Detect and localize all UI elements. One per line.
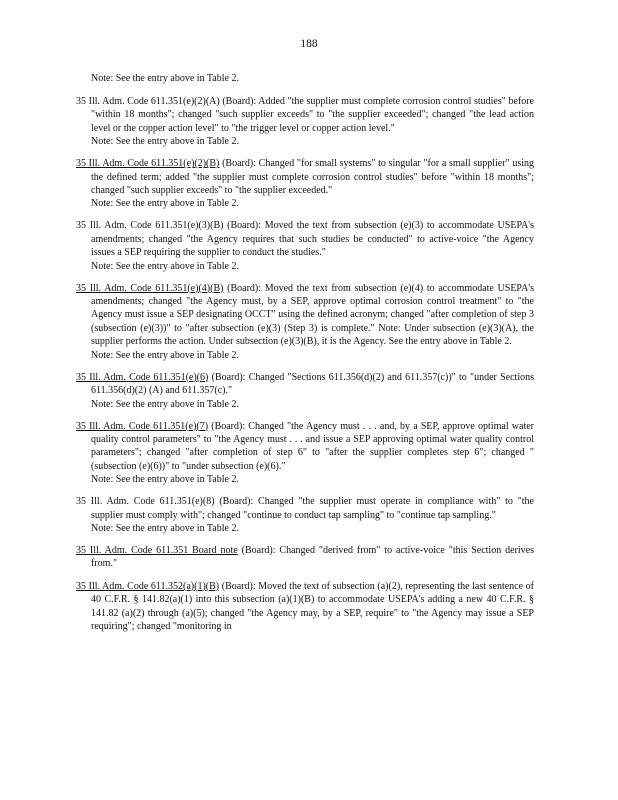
amendment-entry: [0, 580, 618, 634]
entry-text: [76, 157, 534, 197]
amendment-entry: [0, 219, 618, 272]
entry-citation: 35 Ill. Adm. Code 611.351 Board note: [76, 544, 238, 556]
entry-description: (Board): Changed "for small systems" to singular "for a small supplier" using the defined term; added "the supplier must complete corrosion control studies" before "within 18 months"; changed "such supplier exceeds" to "the supplier exceeded.": [91, 158, 534, 197]
entry-list: [0, 95, 618, 633]
entry-note: Note: See the entry above in Table 2.: [91, 398, 239, 410]
entry-text: [76, 580, 534, 634]
entry-description: (Board): Moved the text from subsection (e)(4) to accommodate USEPA's amendments; changed "the Agency must, by a SEP, approve optimal corrosion control treatment" to "the Agency must issue a SEP designating OCCT" using the defined acronym; changed "after completion of step 3 (subsection (e)(3))" to "after subsection (e)(3) (Step 3) is complete." Note: Under subsection (e)(3)(A), the supplier performs the action. Under subsection (e)(3)(B), it is the Agency. See the entry above in Table 2.: [91, 282, 534, 348]
amendment-entry: [0, 157, 618, 210]
entry-note: Note: See the entry above in Table 2.: [91, 136, 239, 148]
entry-description: (Board): Changed "the Agency must . . . and, by a SEP, approve optimal water quality control parameters" to "the Agency must . . . and issue a SEP approving optimal water quality control parameters"; changed "after completion of step 6" to "after the supplier completes step 6"; changed "(subsection (e)(6))" to "under subsection (e)(6).": [91, 420, 534, 472]
entry-description: 35 Ill. Adm. Code 611.351(e)(2)(A) (Board): Added "the supplier must complete corrosion control studies" before "within 18 months"; changed "such supplier exceeds" to "the supplier exceeded"; changed "the lead action level or the copper action level" to "the trigger level or copper action level.": [76, 96, 534, 134]
entry-text: [76, 544, 534, 571]
entry-citation: 35 Ill. Adm. Code 611.351(e)(7): [76, 420, 209, 432]
entry-description: (Board): Changed "Sections 611.356(d)(2) and 611.357(c))" to "under Sections 611.356(d)(2) (A) and 611.357(c).": [91, 371, 534, 397]
amendment-entry: [0, 282, 618, 362]
entry-text: [76, 282, 534, 349]
entry-text: [76, 420, 534, 474]
entry-note: Note: See the entry above in Table 2.: [91, 198, 239, 210]
entry-text: [76, 495, 534, 522]
entry-description: (Board): Moved the text of subsection (a)(2), representing the last sentence of 40 C.F.R. § 141.82(a)(1) into this subsection (a)(1)(B) to accommodate USEPA's adding a new 40 C.F.R. § 141.82 (a)(2) through (a)(5); changed "the Agency may, by a SEP, require" to "the Agency may issue a SEP requiring"; changed "monitoring in: [91, 580, 534, 632]
amendment-entry: [0, 544, 618, 571]
entry-note: Note: See the entry above in Table 2.: [91, 474, 239, 486]
entry-citation: 35 Ill. Adm. Code 611.351(e)(4)(B): [76, 282, 224, 294]
continuation-note: Note: See the entry above in Table 2.: [91, 73, 239, 84]
entry-description: (Board): Changed "derived from" to active-voice "this Section derives from.": [91, 544, 534, 570]
entry-description: 35 Ill. Adm. Code 611.351(e)(8) (Board): Changed "the supplier must operate in compliance with" to "the supplier must comply with"; changed "continue to conduct tap sampling" to "continue tap sampling.": [76, 496, 534, 521]
entry-note: Note: See the entry above in Table 2.: [91, 260, 239, 272]
document-body: [0, 72, 618, 642]
amendment-entry: [0, 420, 618, 487]
entry-text: [76, 371, 534, 398]
entry-description: 35 Ill. Adm. Code 611.351(e)(3)(B) (Board): Moved the text from subsection (e)(3) to accommodate USEPA's amendments; changed "the Agency requires that such studies be conducted" to active-voice "the Agency issues a SEP requiring the supplier to conduct the studies.": [76, 220, 534, 259]
entry-citation: 35 Ill. Adm. Code 611.352(a)(1)(B): [76, 580, 220, 592]
amendment-entry: [0, 371, 618, 411]
page-number: 188: [300, 38, 318, 50]
entry-citation: 35 Ill. Adm. Code 611.351(e)(2)(B): [76, 158, 220, 170]
entry-note: Note: See the entry above in Table 2.: [91, 522, 239, 534]
entry-note: Note: See the entry above in Table 2.: [91, 349, 239, 361]
amendment-entry: [0, 495, 618, 535]
amendment-entry: [0, 95, 618, 148]
entry-text: [76, 219, 534, 259]
entry-citation: 35 Ill. Adm. Code 611.351(e)(6): [76, 371, 209, 383]
entry-text: [76, 95, 534, 135]
